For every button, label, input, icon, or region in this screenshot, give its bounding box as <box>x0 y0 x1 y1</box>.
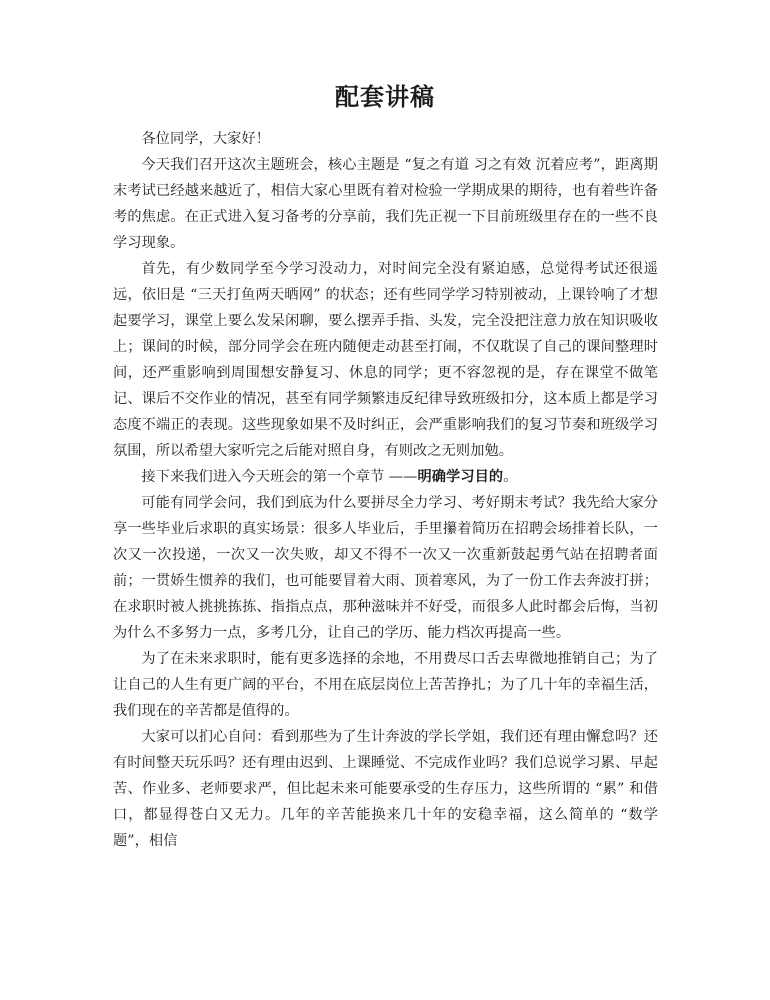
page-title: 配套讲稿 <box>335 82 435 111</box>
paragraph-opening-theme: 今天我们召开这次主题班会，核心主题是 “复之有道 习之有效 沉着应考”，距离期末考试已经越来越近了，相信大家心里既有着对检验一学期成果的期待，也有着些许备考的焦虑。在正式进入复习备考的分享前，我们先正视一下目前班级里存在的一些不良学习现象。 <box>113 157 658 251</box>
paragraph-greeting: 各位同学，大家好！ <box>141 131 270 147</box>
paragraph-bad-habits: 首先，有少数同学至今学习没动力，对时间完全没有紧迫感，总觉得考试还很遥远，依旧是 “三天打鱼两天晒网” 的状态；还有些同学学习特别被动，上课铃响了才想起要学习，课堂上要么发呆闲聊，要么摆弄手指、头发，完全没把注意力放在知识吸收上；课间的时候，部分同学会在班内随便走动甚至打闹，不仅耽误了自己的课间整理时间，还严重影响到周围想安静复习、休息的同学；更不容忽视的是，存在课堂不做笔记、课后不交作业的情况，甚至有同学频繁违反纪律导致班级扣分，这本质上都是学习态度不端正的表现。这些现象如果不及时纠正，会严重影响我们的复习节奏和班级学习氛围，所以希望大家听完之后能对照自身，有则改之无则加勉。 <box>113 261 658 459</box>
section-one-heading: 明确学习目的 <box>417 469 504 485</box>
paragraph-self-reflection: 大家可以扪心自问：看到那些为了生计奔波的学长学姐，我们还有理由懈怠吗？还有时间整天玩乐吗？还有理由迟到、上课睡觉、不完成作业吗？我们总说学习累、早起苦、作业多、老师要求严，但比起未来可能要承受的生存压力，这些所谓的 “累” 和借口，都显得苍白又无力。几年的辛苦能换来几十年的安稳幸福，这么简单的 “数学题”，相信 <box>113 729 658 849</box>
section-lead-prefix: 接下来我们进入今天班会的第一个章节 —— <box>141 469 418 485</box>
paragraph-job-hunting-scene: 可能有同学会问，我们到底为什么要拼尽全力学习、考好期末考试？我先给大家分享一些毕业后求职的真实场景：很多人毕业后，手里攥着简历在招聘会场排着长队，一次又一次投递，一次又一次失败，却又不得不一次又一次重新鼓起勇气站在招聘者面前；一贯娇生惯养的我们，也可能要冒着大雨、顶着寒风，为了一份工作去奔波打拼；在求职时被人挑挑拣拣、指指点点，那种滋味并不好受，而很多人此时都会后悔，当初为什么不多努力一点，多考几分，让自己的学历、能力档次再提高一些。 <box>113 495 658 641</box>
section-lead-suffix: 。 <box>503 469 518 485</box>
document-body <box>113 126 658 854</box>
paragraph-section-one-lead <box>113 464 658 490</box>
paragraph-worth-it: 为了在未来求职时，能有更多选择的余地，不用费尽口舌去卑微地推销自己；为了让自己的人生有更广阔的平台，不用在底层岗位上苦苦挣扎；为了几十年的幸福生活，我们现在的辛苦都是值得的。 <box>113 651 658 719</box>
